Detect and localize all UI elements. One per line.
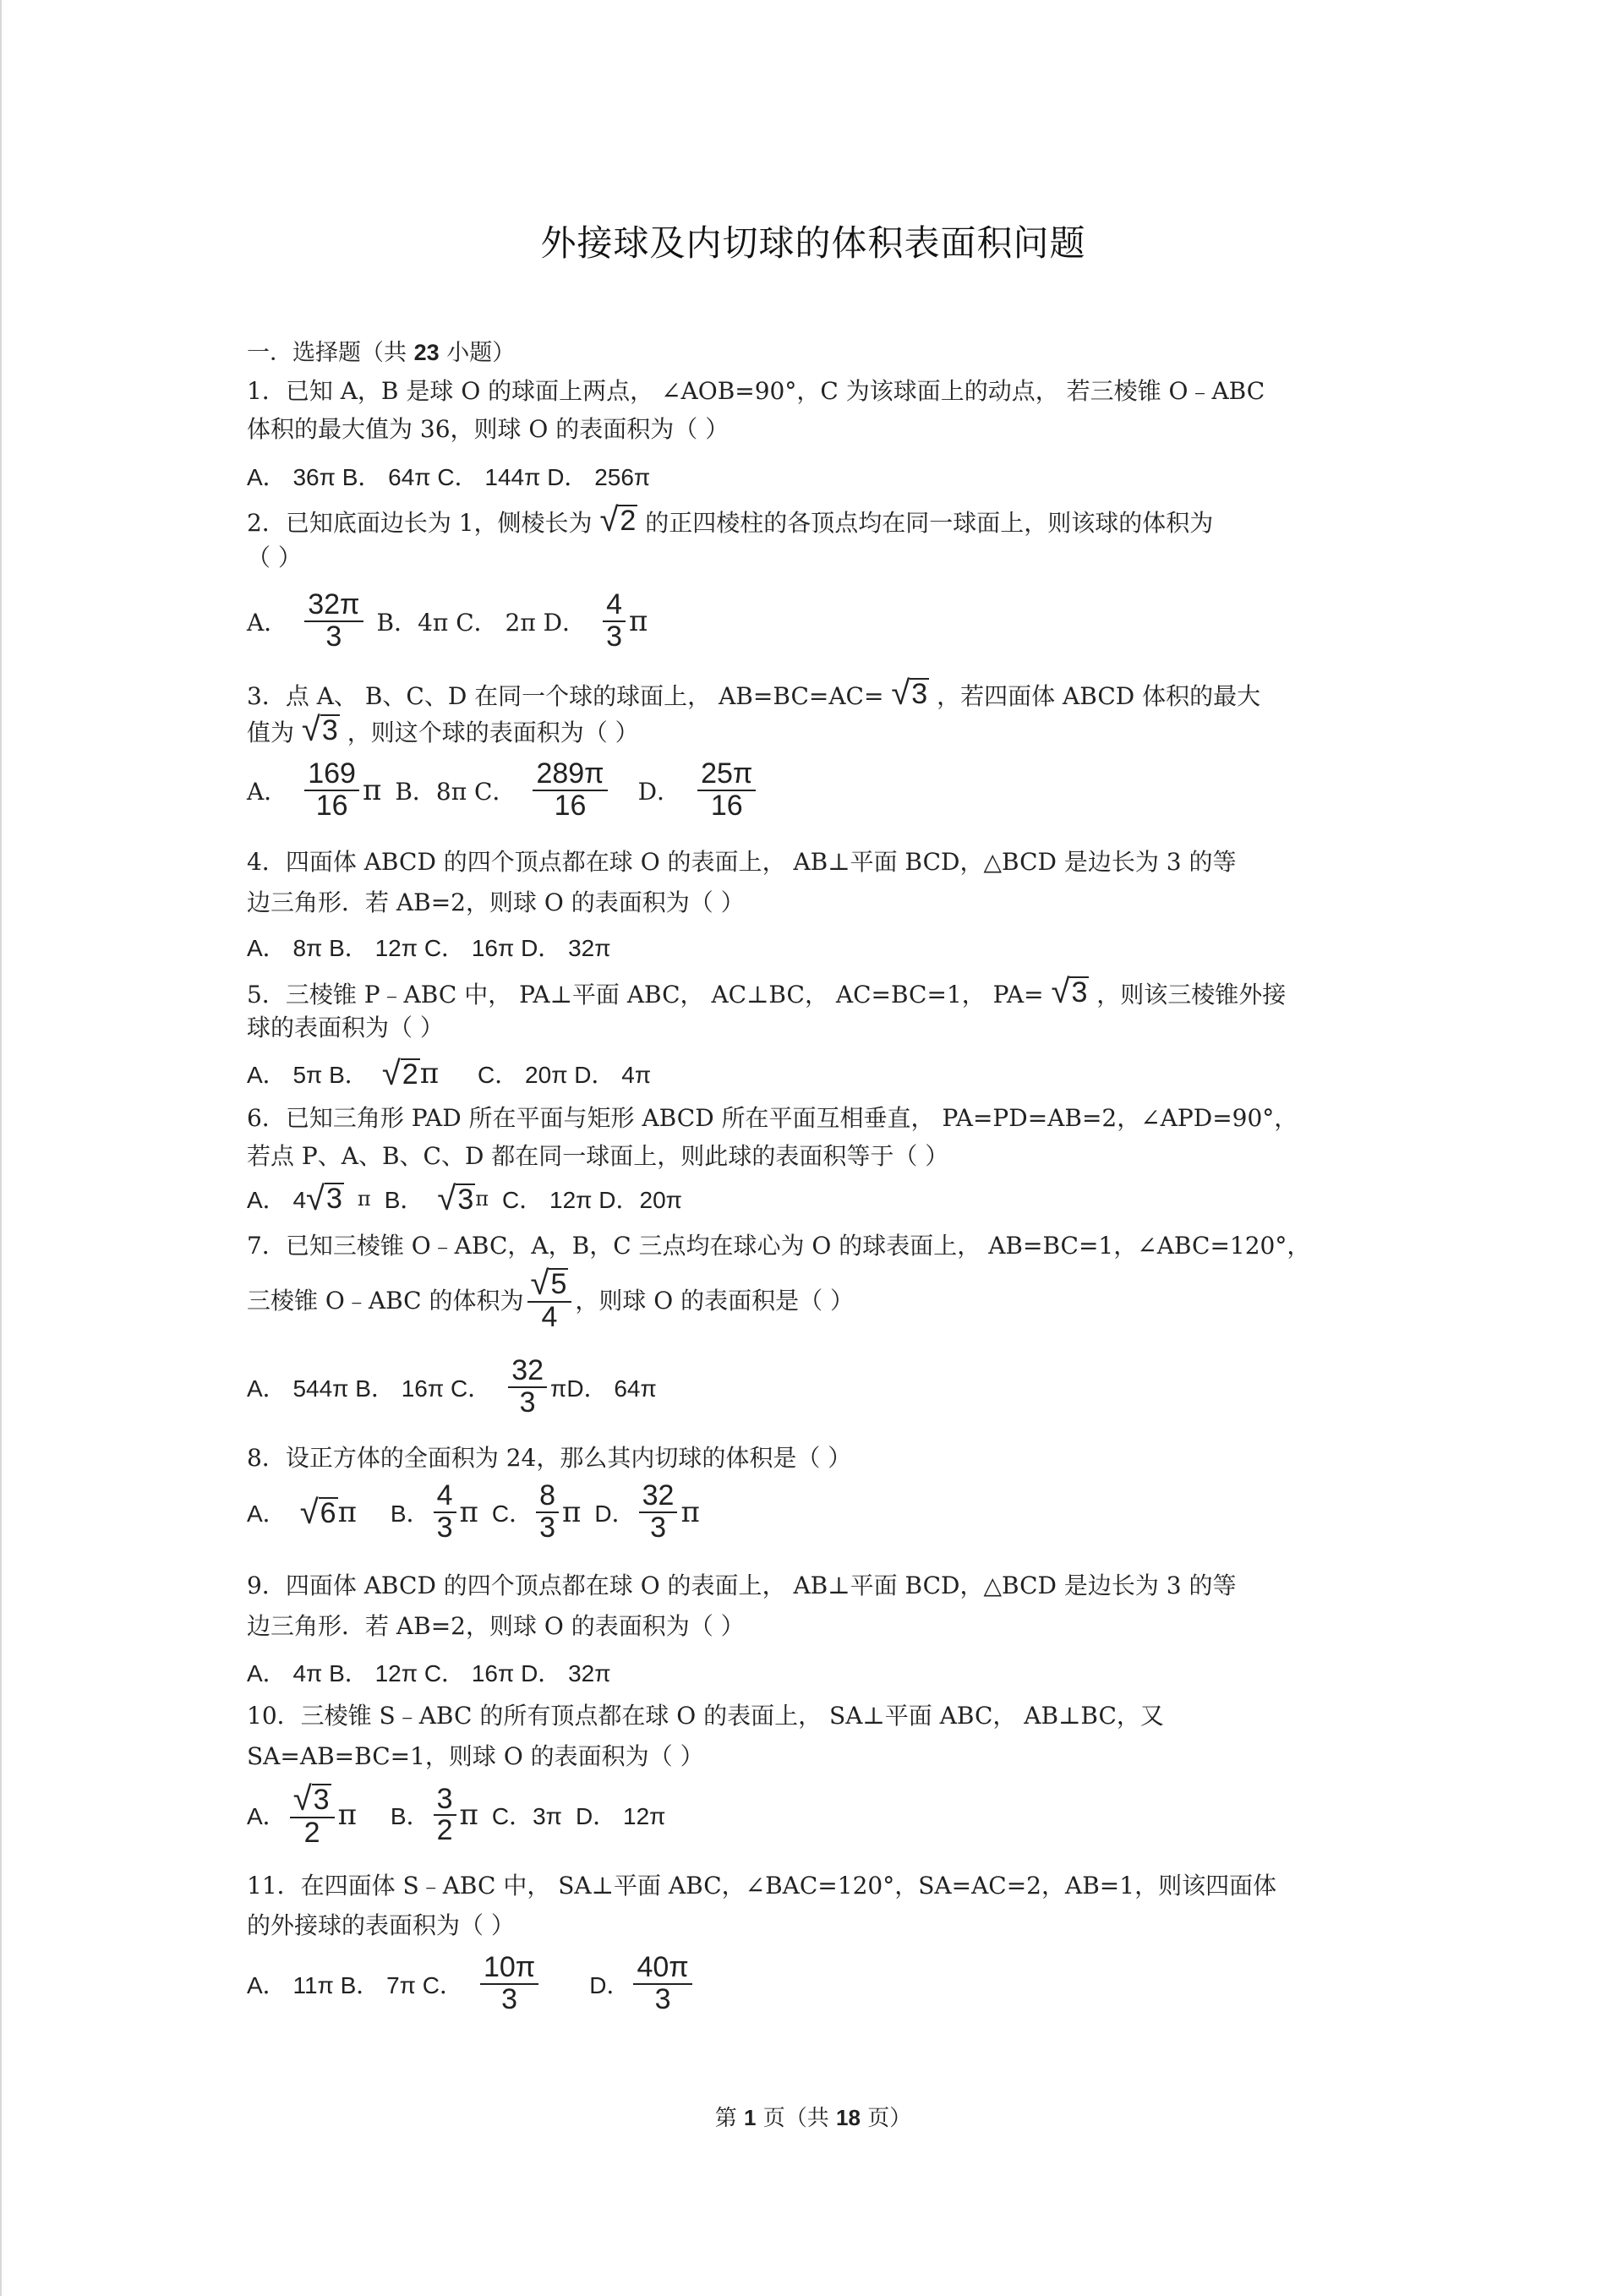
q11-optD-fraction: $\frac{40\pi}{3}$ <box>633 1953 691 2014</box>
q1-options: A． 36π B． 64π C． 144π D． 256π <box>247 464 651 490</box>
sqrt-3: √ 3 <box>891 675 928 712</box>
q1-line2: 体积的最大值为 36，则球 O 的表面积为（ ） <box>247 415 730 443</box>
q8-line1: 8．设正方体的全面积为 24，那么其内切球的体积是（ ） <box>247 1444 852 1472</box>
q7-line1: 7．已知三棱锥 O﹣ABC，A，B，C 三点均在球心为 O 的球表面上， AB=BC=1，∠ABC=120°， <box>247 1232 1311 1260</box>
sqrt-5: √ 5 <box>530 1265 567 1302</box>
page-title: 外接球及内切球的体积表面积问题 <box>540 222 1086 264</box>
q5-options: A． 5π B． √ 2 π C． 20π D． 4π <box>247 1055 652 1092</box>
q2-options: A． $\frac{32\pi}{3}$ B．4π C． 2π D． $\frac{4}{3}$ π <box>247 588 648 653</box>
q8-optC-fraction: $\frac{8}{3}$ <box>536 1481 559 1543</box>
q10-options: A． √ 3 2 π B． $\frac{3}{2}$ π C．3π D． 12π <box>247 1780 666 1849</box>
sqrt-3: √ 3 <box>306 1180 342 1217</box>
q11-line1: 11．在四面体 S﹣ABC 中， SA⊥平面 ABC，∠BAC=120°，SA=AC=2，AB=1，则该四面体 <box>247 1872 1277 1900</box>
q2-optD-fraction: $\frac{4}{3}$ <box>603 590 626 652</box>
q8-optB-fraction: $\frac{4}{3}$ <box>434 1481 456 1543</box>
q11-line2: 的外接球的表面积为（ ） <box>247 1911 515 1939</box>
sqrt-2: √ 2 <box>599 501 637 538</box>
q7-volume-fraction: √ 5 4 <box>527 1266 572 1332</box>
q7-line2: 三棱锥 O﹣ABC 的体积为 √ 5 4 ，则球 O 的表面积是（ ） <box>247 1265 855 1333</box>
q11-optC-fraction: $\frac{10\pi}{3}$ <box>480 1953 538 2014</box>
q6-options: A． 4 √ 3 π B． √ 3 π C． 12π D．20π <box>247 1180 682 1217</box>
q9-line2: 边三角形．若 AB=2，则球 O 的表面积为（ ） <box>247 1612 745 1640</box>
q7-optC-fraction: $\frac{32}{3}$ <box>508 1356 547 1418</box>
q3-optD-fraction: $\frac{25\pi}{16}$ <box>697 759 756 821</box>
q3-options: A． $\frac{169}{16}$ π B．8π C． $\frac{289\pi}{16}$ D． $\frac{25\pi}{16}$ <box>247 759 759 821</box>
q6-line1: 6．已知三角形 PAD 所在平面与矩形 ABCD 所在平面互相垂直， PA=PD=AB=2，∠APD=90°， <box>247 1104 1298 1132</box>
q3-line1: 3．点 A、 B、C、D 在同一个球的球面上， AB=BC=AC= √ 3 ，若四面体 ABCD 体积的最大 <box>247 675 1261 712</box>
sqrt-3: √ 3 <box>301 711 338 748</box>
q2-line1: 2．已知底面边长为 1，侧棱长为 √ 2 的正四棱柱的各顶点均在同一球面上，则该球的体积为 <box>247 501 1214 538</box>
q4-line1: 4．四面体 ABCD 的四个顶点都在球 O 的表面上， AB⊥平面 BCD，△BCD 是边长为 3 的等 <box>247 848 1237 876</box>
q8-optD-fraction: $\frac{32}{3}$ <box>639 1481 678 1543</box>
sqrt-3: √ 3 <box>437 1180 474 1217</box>
q5-line1: 5．三棱锥 P﹣ABC 中， PA⊥平面 ABC， AC⊥BC， AC=BC=1， PA= √ 3 ，则该三棱锥外接 <box>247 973 1287 1010</box>
q2-line2: （ ） <box>247 544 302 571</box>
q9-line1: 9．四面体 ABCD 的四个顶点都在球 O 的表面上， AB⊥平面 BCD，△BCD 是边长为 3 的等 <box>247 1572 1237 1599</box>
q10-optA-fraction: √ 3 2 <box>290 1782 335 1848</box>
q3-optA-fraction: $\frac{169}{16}$ <box>304 759 359 821</box>
q6-line2: 若点 P、A、B、C、D 都在同一球面上，则此球的表面积等于（ ） <box>247 1142 949 1170</box>
q2-optA-fraction: $\frac{32\pi}{3}$ <box>304 590 363 652</box>
q10-optB-fraction: $\frac{3}{2}$ <box>434 1785 456 1846</box>
q1-line1: 1．已知 A，B 是球 O 的球面上两点， ∠AOB=90°，C 为该球面上的动点， 若三棱锥 O﹣ABC <box>247 377 1265 405</box>
sqrt-3: √ 3 <box>1051 973 1088 1010</box>
q8-options: A． √ 6 π B． $\frac{4}{3}$ π C． $\frac{8}{3}$ π D． $\frac{32}{3}$ π <box>247 1479 700 1544</box>
page-footer: 第 1 页（共 18 页） <box>714 2105 912 2131</box>
q4-line2: 边三角形．若 AB=2，则球 O 的表面积为（ ） <box>247 888 745 916</box>
q3-line2: 值为 √ 3 ，则这个球的表面积为（ ） <box>247 711 639 748</box>
q9-options: A． 4π B． 12π C． 16π D． 32π <box>247 1660 611 1686</box>
q10-line1: 10．三棱锥 S﹣ABC 的所有顶点都在球 O 的表面上， SA⊥平面 ABC， AB⊥BC，又 <box>247 1702 1164 1730</box>
section-heading: 一．选择题（共 23 小题） <box>247 340 516 366</box>
q4-options: A． 8π B． 12π C． 16π D． 32π <box>247 935 611 961</box>
q11-options: A． 11π B． 7π C． $\frac{10\pi}{3}$ D． $\frac{40\pi}{3}$ <box>247 1953 696 2014</box>
sqrt-2: √ 2 <box>381 1055 418 1092</box>
sqrt-3: √ 3 <box>292 1780 330 1818</box>
q3-optC-fraction: $\frac{289\pi}{16}$ <box>533 759 607 821</box>
q7-options: A． 544π B． 16π C． $\frac{32}{3}$ πD． 64π <box>247 1354 657 1419</box>
sqrt-6: √ 6 <box>299 1493 336 1531</box>
q5-line2: 球的表面积为（ ） <box>247 1014 444 1041</box>
q10-line2: SA=AB=BC=1，则球 O 的表面积为（ ） <box>247 1742 704 1770</box>
